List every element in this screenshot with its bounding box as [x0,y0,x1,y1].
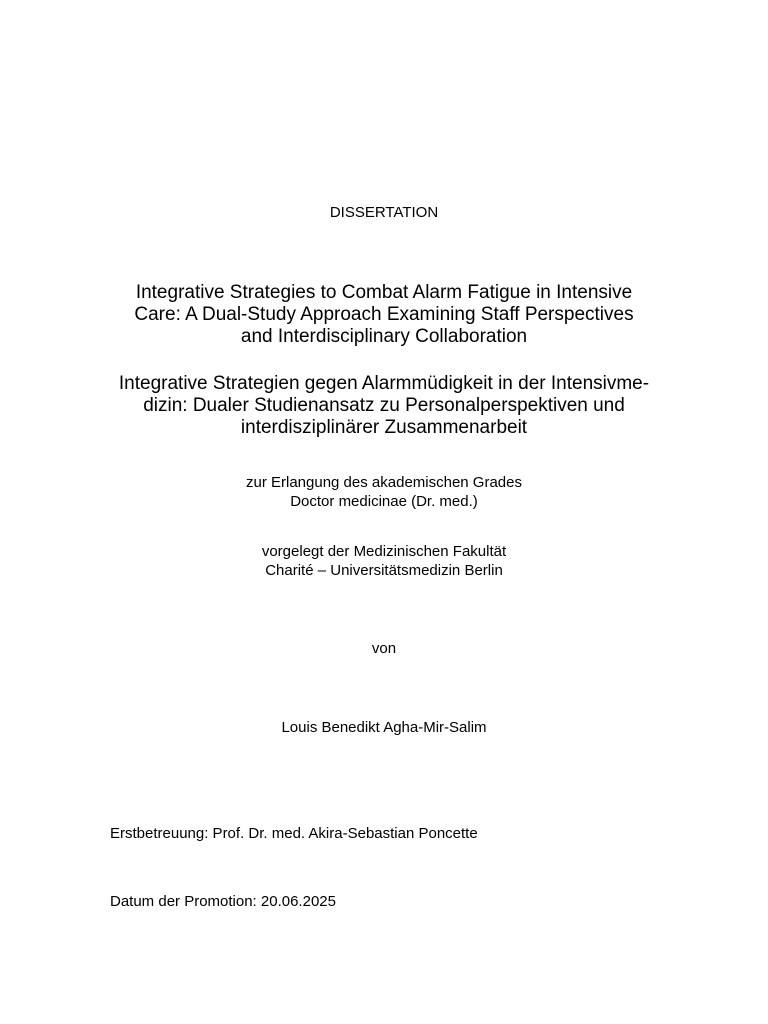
degree-line: Doctor medicinae (Dr. med.) [290,493,478,510]
german-title-line: interdisziplinärer Zusammenarbeit [240,417,528,438]
degree-line: zur Erlangung des akademischen Grades [246,474,522,491]
faculty-line: vorgelegt der Medizinischen Fakultät [261,543,507,560]
faculty-statement [0,542,768,580]
author-name: Louis Benedikt Agha-Mir-Salim [281,719,487,736]
english-title [0,282,768,348]
english-title-line: Care: A Dual-Study Approach Examining Staff Perspectives [134,304,634,325]
promotion-date: Datum der Promotion: 20.06.2025 [110,893,336,910]
document-type-label: DISSERTATION [329,204,439,221]
german-title [0,373,768,439]
supervisor-line: Erstbetreuung: Prof. Dr. med. Akira-Sebastian Poncette [110,825,478,842]
von-label: von [371,640,397,657]
english-title-line: and Interdisciplinary Collaboration [240,326,528,347]
english-title-line: Integrative Strategies to Combat Alarm Fatigue in Intensive [135,282,633,303]
degree-statement [0,473,768,511]
faculty-line: Charité – Universitätsmedizin Berlin [265,562,503,579]
german-title-line: Integrative Strategien gegen Alarmmüdigkeit in der Intensivme- [118,373,650,394]
german-title-line: dizin: Dualer Studienansatz zu Personalperspektiven und [143,395,625,416]
